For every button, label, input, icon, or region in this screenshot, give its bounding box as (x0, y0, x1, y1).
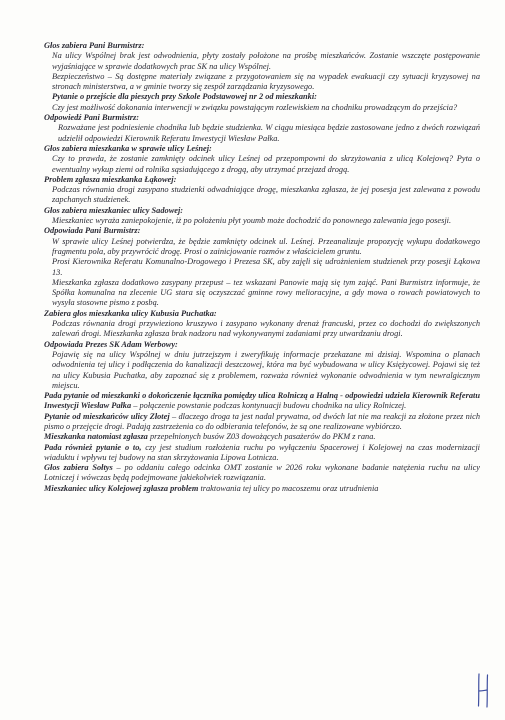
handwritten-initial-signature (476, 672, 490, 708)
heading-crossing-question: Pytanie o przejście dla pieszych przy Szkole Podstawowej nr 2 od mieszkanki: (52, 92, 317, 102)
heading-burmistrz-answer: Odpowiedź Pani Burmistrz: (44, 113, 140, 123)
heading-lakowa: Problem zgłasza mieszkanka Łąkowej: (44, 174, 177, 184)
paragraph-kubusia-puchatka: Podczas równania drogi przywieziono kruszywo i zasypano wykonany drenaż francuski, przez co dochodzi do zwiększonych zalewań drogi. Mieszkanka zgłasza brak nadzoru nad wykonywanymi zadaniami przy utwardzaniu drogi. (52, 319, 480, 339)
heading-kubusia-puchatka: Zabiera głos mieszkanka ulicy Kubusia Puchatka: (44, 308, 217, 318)
paragraph-lesna: Czy to prawda, że zostanie zamknięty odcinek ulicy Leśnej od przepompowni do skrzyżowania z ulicą Kolejową? Pyta o ewentualny wykup ziemi od rolnika sąsiadującego z drogą, aby utrzymać przejazd drogą. (52, 154, 480, 174)
soltys-tail: – po oddaniu całego odcinka OMT zostanie w 2026 roku wykonane badanie natężenia ruchu na ulicy Lotniczej i wówczas będą podejmowane jakiekolwiek rozwiązania. (44, 463, 480, 483)
paragraph-lakowa: Podczas równania drogi zasypano studzienki odwadniające drogę, mieszkanka zgłasza, że jej posesja jest zalewana z powodu zapchanych studzienek. (52, 185, 480, 205)
paragraph-soltys (44, 463, 480, 484)
paragraph-lakowa-answer: Prosi Kierownika Referatu Komunalno-Drogowego i Prezesa SK, aby zajęli się udrożnieniem studzienek przy posesji Łąkowa 13. (52, 257, 480, 277)
zlota-tail: – dlaczego droga ta jest nadal prywatna, od dwóch lat nie ma reakcji za złożone przez nich pismo o przejęcie drogi. Padają zastrzeżenia co do odbierania telefonów, że są one realizowane wybiórczo. (44, 411, 480, 431)
kolejowa-tail: traktowania tej ulicy po macoszemu oraz utrudnienia (198, 483, 379, 493)
paragraph-sadowa: Mieszkaniec wyraża zaniepokojenie, iż po położeniu płyt youmb może dochodzić do ponownego zalewania jego posesji. (52, 216, 452, 226)
paragraph-burmistrz-answer: Rozważane jest podniesienie chodnika lub będzie studzienka. W ciągu miesiąca będzie zastosowane jedno z dwóch rozwiązań udzielił odpowiedzi Kierownik Referatu Inwestycji Wiesław Pałka. (58, 123, 480, 143)
document-body (44, 41, 480, 494)
lacznik-tail: – połączenie powstanie podczas kontynuacji budowu chodnika na ulicy Rolniczej. (131, 401, 407, 411)
kolejowa-lead: Mieszkaniec ulicy Kolejowej zgłasza problem (44, 483, 199, 493)
busy-tail: przepełnionych busów Z03 dowożących pasażerów do PKM z rana. (147, 432, 376, 442)
paragraph-kolejowa (44, 484, 480, 494)
paragraph-crossing-question: Czy jest możliwość dokonania interwencji w związku powstającym rozlewiskiem na chodniku prowadzącym do przejścia? (52, 102, 458, 112)
studium-tail: czy jest studium rozłożenia ruchu po wyłączeniu Spacerowej i Kolejowej na czas modernizacji wiaduktu i wpływu tej budowy na stan skrzyżowania Lipowa Lotnicza. (44, 442, 480, 462)
studium-lead: Pada również pytanie o to, (44, 442, 142, 452)
busy-lead: Mieszkanka natomiast zgłasza (44, 432, 148, 442)
soltys-lead: Głos zabiera Sołtys (44, 463, 113, 473)
heading-burmistrz-2: Odpowiada Pani Burmistrz: (44, 226, 141, 236)
paragraph-security: Bezpieczeństwo – Są dostępne materiały związane z przygotowaniem się na wypadek ewakuacji czy sytuacji kryzysowej na stronach ministerstwa, a w gminie tworzy się zespół zarządzania kryzysowego. (52, 71, 480, 92)
paragraph-lesna-answer: W sprawie ulicy Leśnej potwierdza, że będzie zamknięty odcinek ul. Leśnej. Przeanalizuje propozycję wykupu dodatkowego fragmentu pola, aby przywrócić drogę. Prosi o zainicjowanie rozmów z właścicielem gruntu. (52, 236, 480, 256)
paragraph-lacznik (44, 391, 480, 412)
lacznik-lead: Pada pytanie od mieszkanki o dokończenie łącznika pomiędzy ulica Rolniczą a Halną - odpowiedzi udziela Kierownik Referatu Inwestycji Wiesław Pałka (44, 391, 480, 411)
paragraph-studium (44, 443, 480, 464)
paragraph-przepust: Mieszkanka zgłasza dodatkowo zasypany przepust – tez wskazani Panowie mają się tym zająć. Pani Burmistrz informuje, że Spółka komunalna na zlecenie UG stara się oczyszczać gminne rowy melioracyjne, a gdy mowa o rowach powiatowych to wysyła stosowne pismo z posbą. (52, 277, 480, 308)
heading-burmistrz-1: Głos zabiera Pani Burmistrz: (44, 41, 145, 50)
paragraph-zlota (44, 412, 480, 433)
paragraph-wspolna-drainage: Na ulicy Wspólnej brak jest odwodnienia, płyty zostały położone na prośbę mieszkańców. Zostanie wszczęte postępowanie wyjaśniające w sprawie dodatkowych prac SK na ulicy Wspólnej. (52, 51, 480, 71)
heading-lesna: Głos zabiera mieszkanka w sprawie ulicy Leśnej: (44, 143, 212, 153)
paragraph-busy (44, 432, 480, 442)
heading-sadowa: Głos zabiera mieszkaniec ulicy Sadowej: (44, 205, 184, 215)
heading-prezes-sk: Odpowiada Prezes SK Adam Werbowy: (44, 339, 178, 349)
zlota-lead: Pytanie od mieszkańców ulicy Złotej (44, 411, 170, 421)
paragraph-prezes-sk: Pojawię się na ulicy Wspólnej w dniu jutrzejszym i zweryfikuję informacje przekazane mi dzisiaj. Wspomina o planach odwodnienia tej ulicy i podłączenia do kanalizacji deszczowej, która ma być wybudowana w ulicy Księżycowej. Pojawi się też na ulicy Kubusia Puchatka, aby zapoznać się z problemem, rozważa również wykonanie odwodnienia w tym newralgicznym miejscu. (52, 349, 480, 390)
